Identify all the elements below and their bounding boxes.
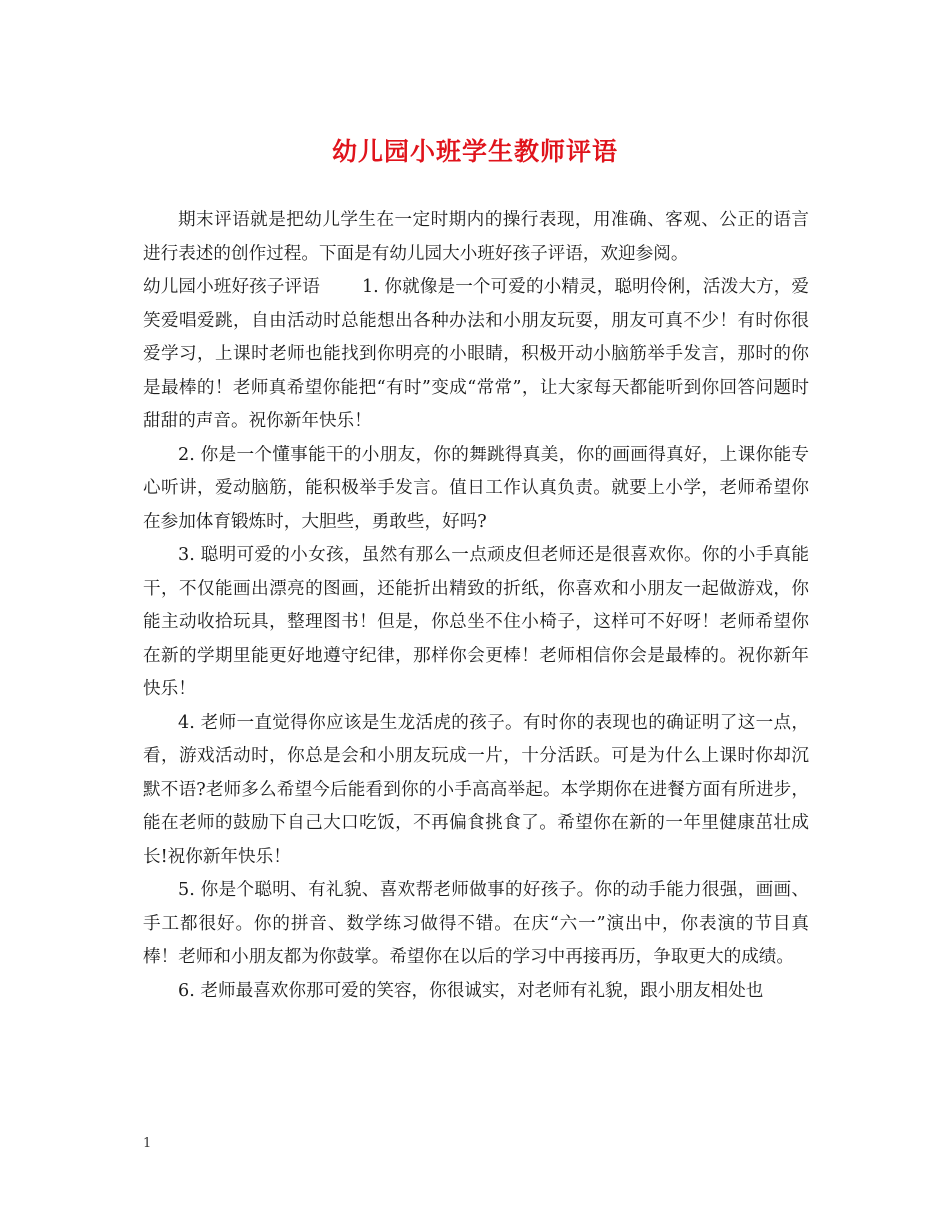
- section-paragraph-1: [143, 271, 809, 439]
- section-label: 幼儿园小班好孩子评语: [143, 277, 320, 297]
- paragraph-6: 6. 老师最喜欢你那可爱的笑容，你很诚实，对老师有礼貌，跟小朋友相处也: [178, 980, 764, 1001]
- page-number: 1: [143, 1136, 152, 1151]
- document-body: [143, 204, 809, 1008]
- paragraph-2: 2. 你是一个懂事能干的小朋友，你的舞跳得真美，你的画画得真好，上课你能专心听讲，爱动脑筋，能积极举手发言。值日工作认真负责。就要上小学，老师希望你在参加体育锻炼时，大胆些，勇敢些，好吗?: [143, 444, 809, 532]
- intro-paragraph: 期末评语就是把幼儿学生在一定时期内的操行表现，用准确、客观、公正的语言进行表述的创作过程。下面是有幼儿园大小班好孩子评语，欢迎参阅。: [143, 210, 809, 264]
- paragraph-5: 5. 你是个聪明、有礼貌、喜欢帮老师做事的好孩子。你的动手能力很强，画画、手工都很好。你的拼音、数学练习做得不错。在庆“六一”演出中，你表演的节目真棒！老师和小朋友都为你鼓掌。希望你在以后的学习中再接再历，争取更大的成绩。: [143, 880, 809, 967]
- document-title: 幼儿园小班学生教师评语: [331, 137, 618, 166]
- paragraph-1-text: 1. 你就像是一个可爱的小精灵，聪明伶俐，活泼大方，爱笑爱唱爱跳，自由活动时总能想出各种办法和小朋友玩耍，朋友可真不少！有时你很爱学习，上课时老师也能找到你明亮的小眼睛，积极开动小脑筋举手发言，那时的你是最棒的！老师真希望你能把“有时”变成“常常”，让大家每天都能听到你回答问题时甜甜的声音。祝你新年快乐！: [143, 277, 809, 431]
- paragraph-4: 4. 老师一直觉得你应该是生龙活虎的孩子。有时你的表现也的确证明了这一点，看，游戏活动时，你总是会和小朋友玩成一片，十分活跃。可是为什么上课时你却沉默不语?老师多么希望今后能看到你的小手高高举起。本学期你在进餐方面有所进步，能在老师的鼓励下自己大口吃饭，不再偏食挑食了。希望你在新的一年里健康茁壮成长!祝你新年快乐！: [143, 712, 809, 867]
- paragraph-3: 3. 聪明可爱的小女孩，虽然有那么一点顽皮但老师还是很喜欢你。你的小手真能干，不仅能画出漂亮的图画，还能折出精致的折纸，你喜欢和小朋友一起做游戏，你能主动收拾玩具，整理图书！但是，你总坐不住小椅子，这样可不好呀！老师希望你在新的学期里能更好地遵守纪律，那样你会更棒！老师相信你会是最棒的。祝你新年快乐！: [143, 545, 809, 699]
